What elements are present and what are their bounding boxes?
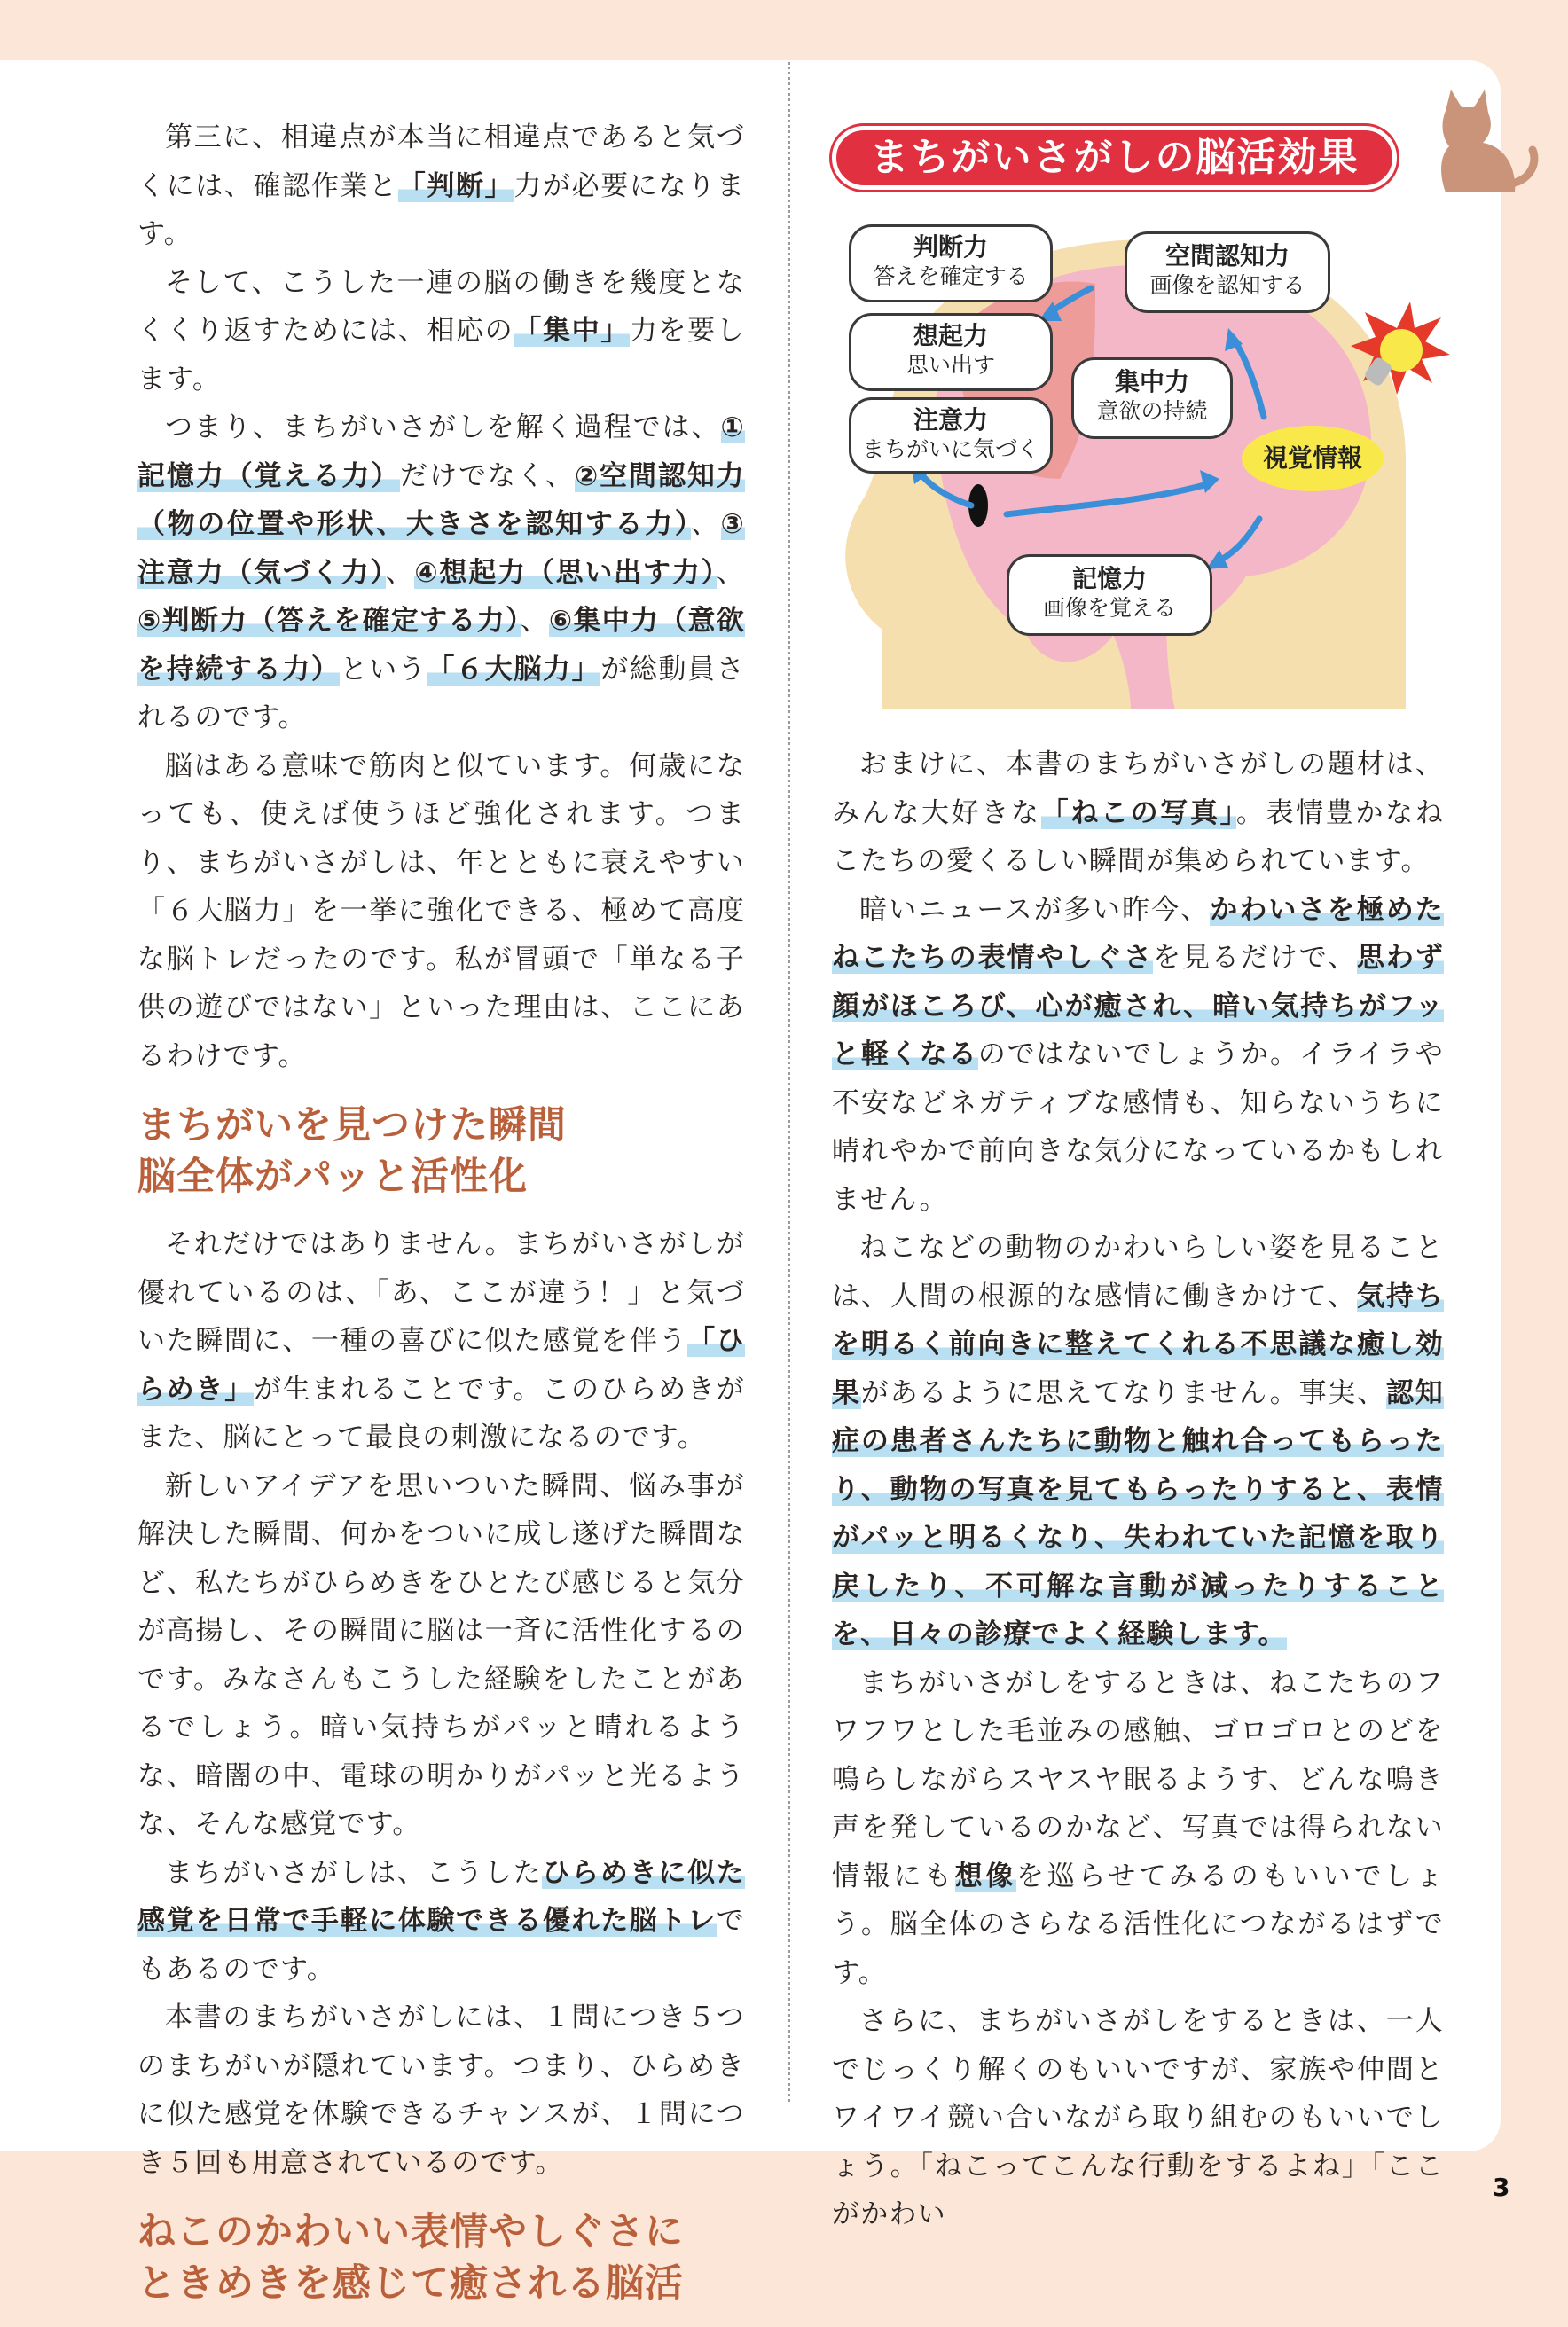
text-run: それだけではありません。まちがいさがしが優れているのは、「あ、ここが違う！」と気づいた瞬間に、一種の喜びに似た感覚を伴う — [137, 1228, 745, 1357]
paragraph — [137, 1849, 745, 1994]
text-run: でもあるのです。 — [137, 1905, 745, 1986]
paragraph — [137, 1220, 745, 1462]
highlighted-text: 「６大脳力」 — [427, 653, 601, 686]
paragraph — [832, 1224, 1444, 1659]
text-run: 、 — [385, 556, 415, 589]
memory-box — [1007, 554, 1212, 636]
text-run: 力が必要になります。 — [137, 169, 745, 250]
box-title: 空間認知力 — [1164, 241, 1290, 270]
text-run: 新しいアイデアを思いついた瞬間、悩み事が解決した瞬間、何かをついに成し遂げた瞬間など、私たちがひらめきをひとたび感じると気分が高揚し、その瞬間に脳は一斉に活性化するのです。みなさんもこうした経験をしたことがあるでしょう。暗い気持ちがパッと晴れるような、暗闇の中、電球の明かりがパッと光るような、そんな感覚です。 — [137, 1469, 745, 1840]
text-run: という — [340, 653, 427, 686]
box-subtitle: 答えを確定する — [873, 263, 1029, 289]
highlighted-text: 「ひらめき」 — [137, 1325, 745, 1406]
highlighted-text: 「判断」 — [397, 169, 514, 202]
section-heading-1 — [137, 1100, 745, 1203]
heading-line: 脳全体がパッと活性化 — [137, 1155, 528, 1199]
box-subtitle: まちがいに気づく — [861, 436, 1039, 462]
highlighted-text: ④想起力（思い出す力） — [414, 556, 717, 589]
highlighted-text: ⑤判断力（答えを確定する力） — [137, 605, 521, 637]
left-column — [137, 114, 745, 2327]
paragraph — [832, 886, 1444, 1225]
box-title: 注意力 — [913, 405, 988, 435]
highlighted-text: ②空間認知力（物の位置や形状、大きさを認知する力） — [137, 459, 745, 540]
text-run: 脳はある意味で筋肉と似ています。何歳になっても、使えば使うほど強化されます。つまり、まちがいさがしは、年とともに衰えやすい「６大脳力」を一挙に強化できる、極めて高度な脳トレだったのです。私が冒頭で「単なる子供の遊びではない」といった理由は、ここにあるわけです。 — [137, 749, 745, 1072]
text-run: つまり、まちがいさがしを解く過程では、 — [165, 411, 721, 443]
box-subtitle: 画像を覚える — [1042, 595, 1176, 621]
highlighted-text: 想像 — [954, 1860, 1017, 1892]
right-column — [832, 740, 1444, 2239]
highlighted-text: ①記憶力（覚える力） — [137, 411, 745, 492]
box-subtitle: 意欲の持続 — [1096, 398, 1208, 424]
text-run: ねこなどの動物のかわいらしい姿を見ることは、人間の根源的な感情に働きかけて、 — [832, 1232, 1444, 1312]
text-run: 本書のまちがいさがしには、１問につき５つのまちがいが隠れています。つまり、ひらめきに似た感覚を体験できるチャンスが、１問につき５回も用意されているのです。 — [137, 2002, 745, 2179]
paragraph — [832, 1659, 1444, 1998]
heading-line: まちがいを見つけた瞬間 — [137, 1103, 567, 1148]
box-subtitle: 画像を認知する — [1149, 272, 1305, 298]
text-run: 第三に、相違点が本当に相違点であると気づくには、確認作業と — [137, 121, 745, 202]
column-divider — [788, 62, 790, 2102]
page-number: 3 — [1493, 2173, 1510, 2202]
visual-info-bubble: 視覚情報 — [1242, 426, 1384, 491]
text-run: が総動員されるのです。 — [137, 653, 746, 733]
text-run: があるように思えてなりません。事実、 — [860, 1376, 1386, 1409]
heading-line: ねこのかわいい表情やしぐさに — [137, 2210, 684, 2254]
text-run: だけでなく、 — [400, 459, 575, 492]
text-run: 、 — [520, 605, 549, 637]
paragraph — [137, 1462, 745, 1849]
text-run: 。表情豊かなねこたちの愛くるしい瞬間が集められています。 — [832, 796, 1444, 877]
text-run: さらに、まちがいさがしをするときは、一人でじっくり解くのもいいですが、家族や仲間とワイワイ競い合いながら取り組むのもいいでしょう。「ねこってこんな行動をするよね」「ここがかわい — [832, 2005, 1444, 2230]
highlighted-text: 思わず顔がほころび、心が癒され、暗い気持ちがフッと軽くなる — [832, 942, 1444, 1070]
highlighted-text: ひらめきに似た感覚を日常で手軽に体験できる優れた脳トレ — [137, 1856, 745, 1937]
box-title: 判断力 — [913, 232, 988, 262]
recall-box — [849, 313, 1053, 391]
highlighted-text: 認知症の患者さんたちに動物と触れ合ってもらったり、動物の写真を見てもらったりすると、表情がパッと明るくなり、失われていた記憶を取り戻したり、不可解な言動が減ったりすることを、日々の診療でよく経験します。 — [832, 1376, 1444, 1650]
box-title: 記憶力 — [1071, 564, 1147, 593]
paragraph — [832, 740, 1444, 886]
box-title: 想起力 — [913, 321, 988, 350]
text-run: 、 — [690, 508, 721, 540]
text-run: 力を要します。 — [137, 315, 745, 396]
paragraph — [137, 259, 745, 404]
focus-box — [1071, 357, 1233, 439]
cat-silhouette-icon — [1419, 84, 1543, 200]
highlighted-text: 「ねこの写真」 — [1040, 796, 1236, 829]
text-run: まちがいさがしは、こうした — [165, 1856, 543, 1889]
highlighted-text: 「集中」 — [514, 315, 630, 347]
highlighted-text: ③注意力（気づく力） — [137, 508, 745, 589]
text-run: おまけに、本書のまちがいさがしの題材は、みんな大好きな — [832, 748, 1444, 829]
judgment-box — [849, 224, 1053, 302]
text-run: そして、こうした一連の脳の働きを幾度となくくり返すためには、相応の — [137, 266, 745, 347]
text-run: まちがいさがしをするときは、ねこたちのフワフワとした毛並みの感触、ゴロゴロとのどを鳴らしながらスヤスヤ眠るようす、どんな鳴き声を発しているのかなど、写真では得られない情報にも — [832, 1666, 1444, 1892]
spatial-box — [1125, 231, 1330, 313]
paragraph — [137, 1994, 745, 2187]
paragraph — [137, 742, 745, 1081]
text-run: を巡らせてみるのもいいでしょう。脳全体のさらなる活性化につながるはずです。 — [832, 1860, 1444, 1989]
text-run: 暗いニュースが多い昨今、 — [859, 893, 1211, 926]
paragraph — [832, 1997, 1444, 2239]
highlighted-text: ⑥集中力（意欲を持続する力） — [137, 605, 745, 686]
heading-line: ときめきを感じて癒される脳活 — [137, 2261, 684, 2306]
highlighted-text: 気持ちを明るく前向きに整えてくれる不思議な癒し効果 — [832, 1280, 1444, 1409]
diagram-title: まちがいさがしの脳活効果 — [832, 126, 1397, 190]
box-subtitle: 思い出す — [906, 352, 995, 378]
box-title: 集中力 — [1114, 367, 1189, 396]
section-heading-2 — [137, 2206, 745, 2309]
text-run: を見るだけで、 — [1153, 942, 1357, 974]
attention-box — [849, 397, 1053, 474]
paragraph — [137, 404, 745, 742]
text-run: が生まれることです。このひらめきがまた、脳にとって最良の刺激になるのです。 — [137, 1373, 745, 1453]
highlighted-text: かわいさを極めたねこたちの表情やしぐさ — [832, 893, 1444, 974]
text-run: のではないでしょうか。イライラや不安などネガティブな感情も、知らないうちに晴れやかで前向きな気分になっているかもしれません。 — [832, 1038, 1444, 1216]
paragraph — [137, 114, 745, 259]
text-run: 、 — [716, 556, 745, 589]
